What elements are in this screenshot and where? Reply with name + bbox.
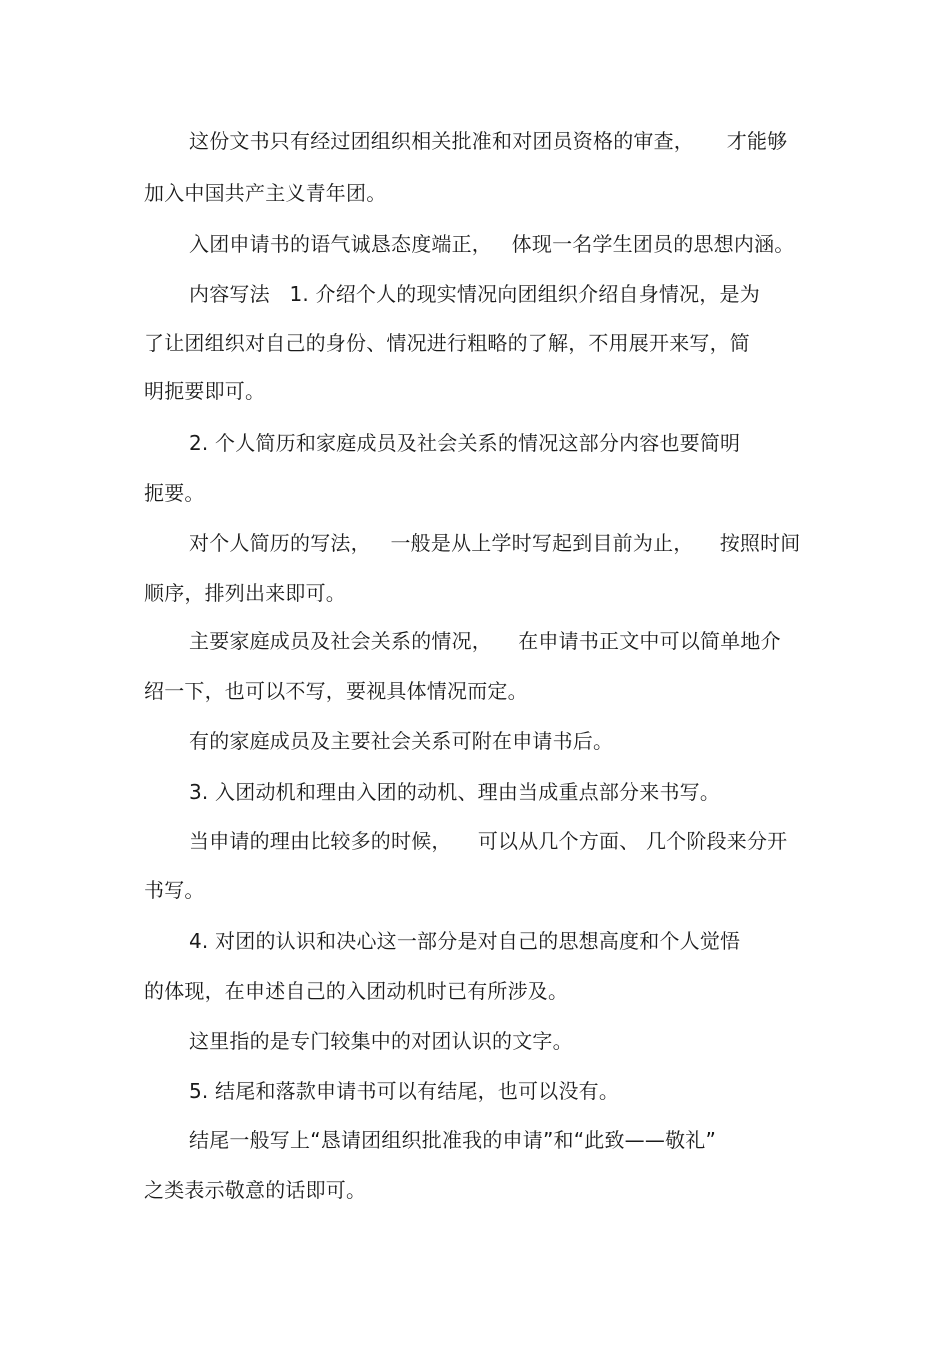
text-line: 当申请的理由比较多的时候， 可以从几个方面、 几个阶段来分开: [189, 829, 788, 853]
text-line: 书写。: [144, 878, 205, 902]
text-line: 这份文书只有经过团组织相关批准和对团员资格的审查， 才能够: [189, 129, 788, 153]
text-line: 主要家庭成员及社会关系的情况， 在申请书正文中可以简单地介: [189, 629, 781, 653]
text-line: 的体现，在申述自己的入团动机时已有所涉及。: [144, 979, 569, 1003]
text-line: 5. 结尾和落款申请书可以有结尾，也可以没有。: [189, 1079, 620, 1103]
text-line: 3. 入团动机和理由入团的动机、理由当成重点部分来书写。: [189, 780, 721, 804]
text-line: 顺序，排列出来即可。: [144, 581, 346, 605]
text-line: 入团申请书的语气诚恳态度端正， 体现一名学生团员的思想内涵。: [189, 232, 795, 256]
text-line: 之类表示敬意的话即可。: [144, 1178, 367, 1202]
text-line: 结尾一般写上“恳请团组织批准我的申请”和“此致——敬礼”: [189, 1128, 717, 1152]
text-line: 扼要。: [144, 481, 205, 505]
text-line: 有的家庭成员及主要社会关系可附在申请书后。: [189, 729, 614, 753]
text-line: 这里指的是专门较集中的对团认识的文字。: [189, 1029, 573, 1053]
text-line: 2. 个人简历和家庭成员及社会关系的情况这部分内容也要简明: [189, 431, 741, 455]
text-line: 对个人简历的写法， 一般是从上学时写起到目前为止， 按照时间: [189, 531, 801, 555]
text-line: 内容写法 1. 介绍个人的现实情况向团组织介绍自身情况，是为: [189, 282, 760, 306]
text-line: 4. 对团的认识和决心这一部分是对自己的思想高度和个人觉悟: [189, 929, 741, 953]
text-line: 绍一下，也可以不写，要视具体情况而定。: [144, 679, 528, 703]
text-line: 了让团组织对自己的身份、情况进行粗略的了解，不用展开来写，简: [144, 331, 750, 355]
text-line: 加入中国共产主义青年团。: [144, 181, 387, 205]
text-line: 明扼要即可。: [144, 379, 266, 403]
